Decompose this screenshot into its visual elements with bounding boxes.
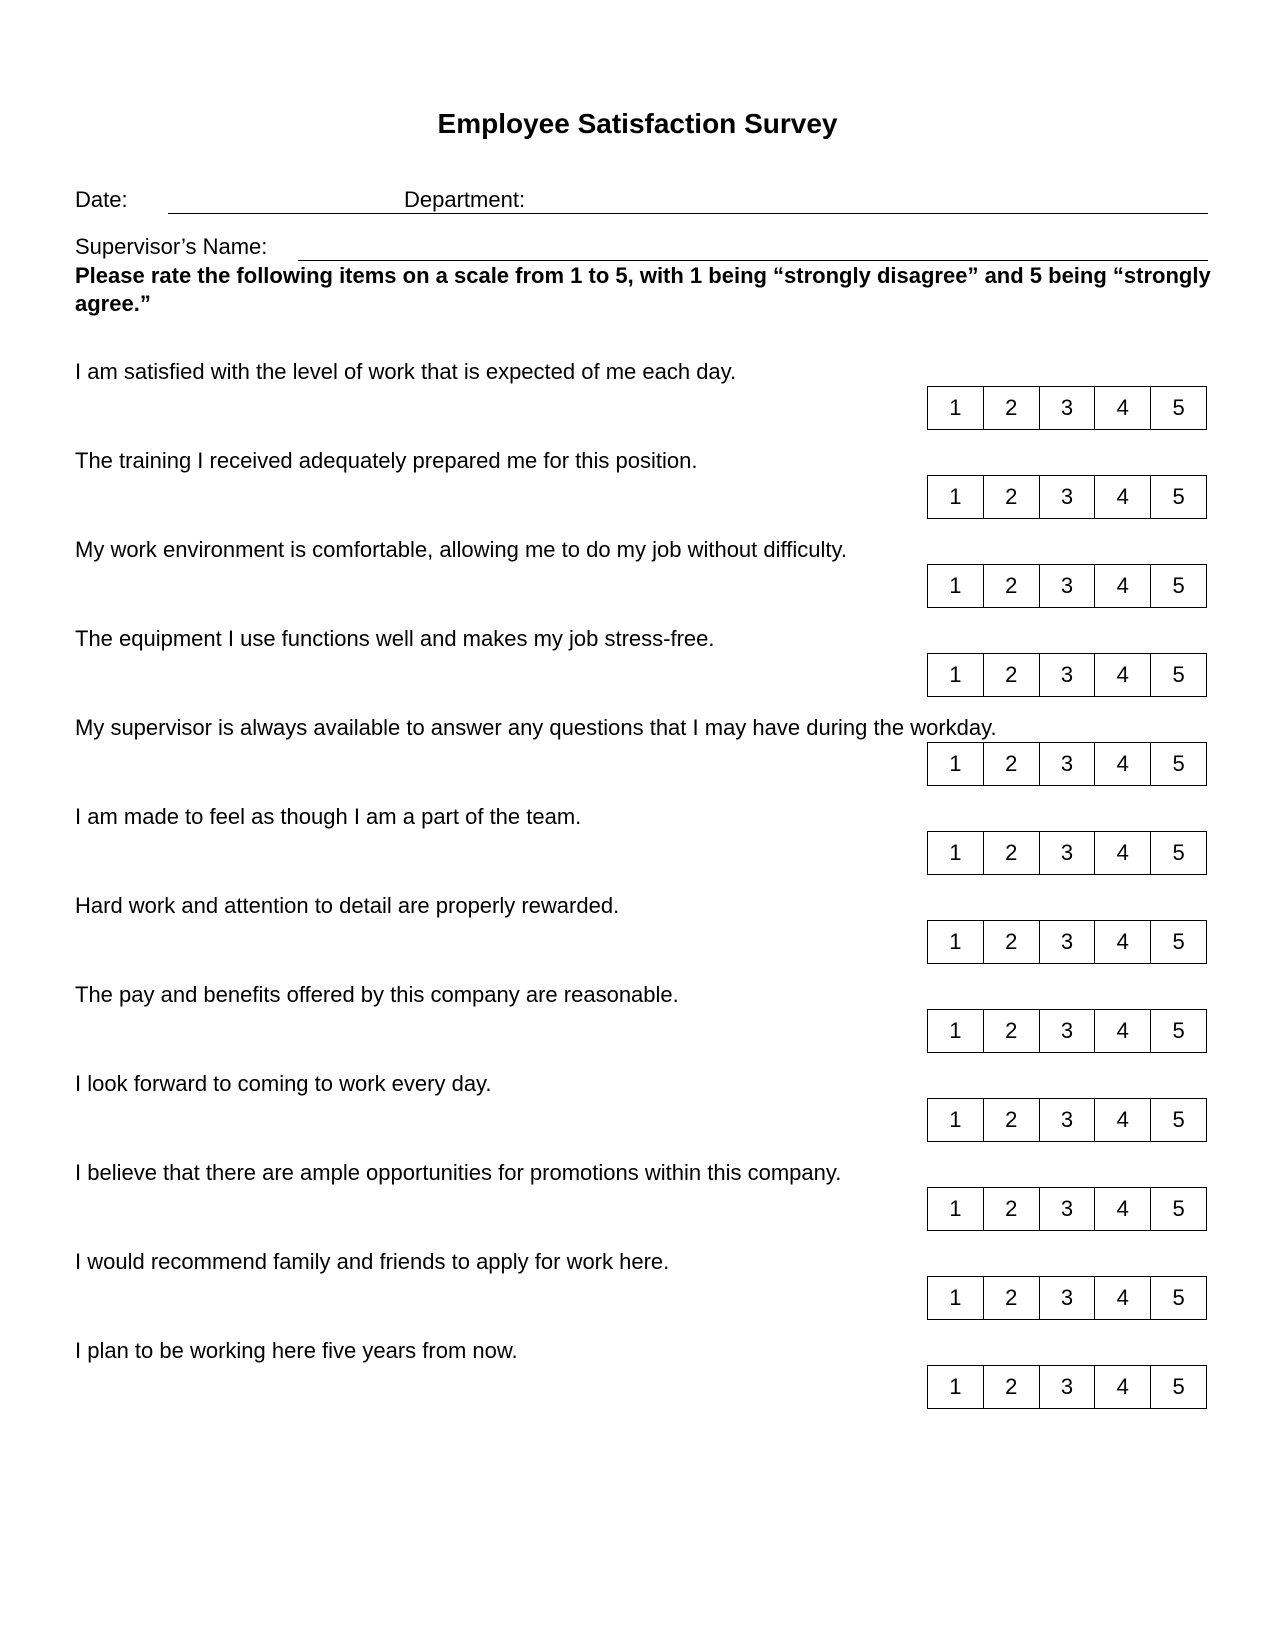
- rating-option-3[interactable]: 3: [1039, 921, 1095, 963]
- rating-option-2[interactable]: 2: [983, 1277, 1039, 1319]
- rating-option-5[interactable]: 5: [1150, 743, 1206, 785]
- rating-scale: [927, 1365, 1207, 1409]
- rating-option-3[interactable]: 3: [1039, 654, 1095, 696]
- date-field[interactable]: [168, 213, 298, 214]
- rating-option-2[interactable]: 2: [983, 1366, 1039, 1408]
- rating-option-1[interactable]: 1: [949, 751, 962, 776]
- question-text: My supervisor is always available to answer any questions that I may have during the workday.: [75, 715, 997, 740]
- rating-option-1[interactable]: 1: [949, 1107, 962, 1132]
- supervisor-name-field[interactable]: [298, 260, 1208, 261]
- rating-option-5[interactable]: 5: [1150, 832, 1206, 874]
- rating-option-1[interactable]: 1: [949, 840, 962, 865]
- rating-option-2[interactable]: 2: [983, 743, 1039, 785]
- rating-scale: [927, 475, 1207, 519]
- rating-option-4[interactable]: 4: [1094, 654, 1150, 696]
- rating-instructions: Please rate the following items on a scale from 1 to 5, with 1 being “strongly disagree” and 5 being “strongly agree.”: [75, 263, 1211, 316]
- survey-title: Employee Satisfaction Survey: [437, 108, 838, 139]
- rating-option-2[interactable]: 2: [983, 387, 1039, 429]
- rating-option-3[interactable]: 3: [1039, 565, 1095, 607]
- rating-option-3[interactable]: 3: [1039, 1188, 1095, 1230]
- rating-option-1[interactable]: 1: [949, 484, 962, 509]
- rating-option-5[interactable]: 5: [1150, 1010, 1206, 1052]
- rating-option-5[interactable]: 5: [1150, 1188, 1206, 1230]
- question-text: I am satisfied with the level of work that is expected of me each day.: [75, 359, 737, 384]
- rating-scale: [927, 1276, 1207, 1320]
- rating-option-5[interactable]: 5: [1150, 565, 1206, 607]
- rating-option-1[interactable]: 1: [949, 1285, 962, 1310]
- rating-option-1[interactable]: 1: [949, 929, 962, 954]
- rating-option-2[interactable]: 2: [983, 921, 1039, 963]
- rating-option-4[interactable]: 4: [1094, 1188, 1150, 1230]
- rating-option-3[interactable]: 3: [1039, 1277, 1095, 1319]
- question-text: The pay and benefits offered by this company are reasonable.: [75, 982, 679, 1007]
- rating-scale: [927, 1187, 1207, 1231]
- rating-option-4[interactable]: 4: [1094, 743, 1150, 785]
- question-text: My work environment is comfortable, allowing me to do my job without difficulty.: [75, 537, 847, 562]
- rating-scale: [927, 386, 1207, 430]
- rating-option-3[interactable]: 3: [1039, 387, 1095, 429]
- rating-option-2[interactable]: 2: [983, 654, 1039, 696]
- rating-option-2[interactable]: 2: [983, 565, 1039, 607]
- rating-option-1[interactable]: 1: [949, 573, 962, 598]
- rating-option-2[interactable]: 2: [983, 832, 1039, 874]
- rating-scale: [927, 653, 1207, 697]
- rating-option-2[interactable]: 2: [983, 1188, 1039, 1230]
- department-label: Department:: [404, 187, 526, 212]
- rating-option-4[interactable]: 4: [1094, 1099, 1150, 1141]
- rating-option-1[interactable]: 1: [949, 1196, 962, 1221]
- question-text: I would recommend family and friends to apply for work here.: [75, 1249, 670, 1274]
- rating-option-1[interactable]: 1: [949, 395, 962, 420]
- question-text: The training I received adequately prepared me for this position.: [75, 448, 698, 473]
- rating-option-5[interactable]: 5: [1150, 476, 1206, 518]
- rating-option-1[interactable]: 1: [949, 1374, 962, 1399]
- rating-option-3[interactable]: 3: [1039, 1366, 1095, 1408]
- rating-option-4[interactable]: 4: [1094, 1277, 1150, 1319]
- question-text: I am made to feel as though I am a part of the team.: [75, 804, 582, 829]
- rating-option-5[interactable]: 5: [1150, 654, 1206, 696]
- rating-option-2[interactable]: 2: [983, 476, 1039, 518]
- rating-option-5[interactable]: 5: [1150, 921, 1206, 963]
- rating-option-3[interactable]: 3: [1039, 476, 1095, 518]
- rating-option-4[interactable]: 4: [1094, 476, 1150, 518]
- rating-option-4[interactable]: 4: [1094, 387, 1150, 429]
- question-text: I plan to be working here five years from now.: [75, 1338, 518, 1363]
- rating-option-2[interactable]: 2: [983, 1010, 1039, 1052]
- rating-scale: [927, 831, 1207, 875]
- question-text: Hard work and attention to detail are properly rewarded.: [75, 893, 620, 918]
- rating-option-4[interactable]: 4: [1094, 832, 1150, 874]
- rating-option-4[interactable]: 4: [1094, 565, 1150, 607]
- question-text: The equipment I use functions well and makes my job stress-free.: [75, 626, 715, 651]
- rating-option-3[interactable]: 3: [1039, 743, 1095, 785]
- rating-option-1[interactable]: 1: [949, 1018, 962, 1043]
- rating-option-5[interactable]: 5: [1150, 387, 1206, 429]
- rating-option-3[interactable]: 3: [1039, 1099, 1095, 1141]
- rating-option-2[interactable]: 2: [983, 1099, 1039, 1141]
- rating-scale: [927, 742, 1207, 786]
- rating-option-1[interactable]: 1: [949, 662, 962, 687]
- rating-scale: [927, 1009, 1207, 1053]
- rating-scale: [927, 564, 1207, 608]
- rating-option-3[interactable]: 3: [1039, 1010, 1095, 1052]
- department-field[interactable]: [298, 213, 1208, 214]
- rating-option-5[interactable]: 5: [1150, 1366, 1206, 1408]
- rating-option-5[interactable]: 5: [1150, 1099, 1206, 1141]
- rating-scale: [927, 1098, 1207, 1142]
- date-label: Date:: [75, 187, 128, 212]
- question-text: I look forward to coming to work every day.: [75, 1071, 492, 1096]
- rating-scale: [927, 920, 1207, 964]
- supervisor-name-label: Supervisor’s Name:: [75, 234, 268, 259]
- rating-option-5[interactable]: 5: [1150, 1277, 1206, 1319]
- question-text: I believe that there are ample opportunities for promotions within this company.: [75, 1160, 842, 1185]
- rating-option-4[interactable]: 4: [1094, 921, 1150, 963]
- rating-option-4[interactable]: 4: [1094, 1366, 1150, 1408]
- rating-option-3[interactable]: 3: [1039, 832, 1095, 874]
- rating-option-4[interactable]: 4: [1094, 1010, 1150, 1052]
